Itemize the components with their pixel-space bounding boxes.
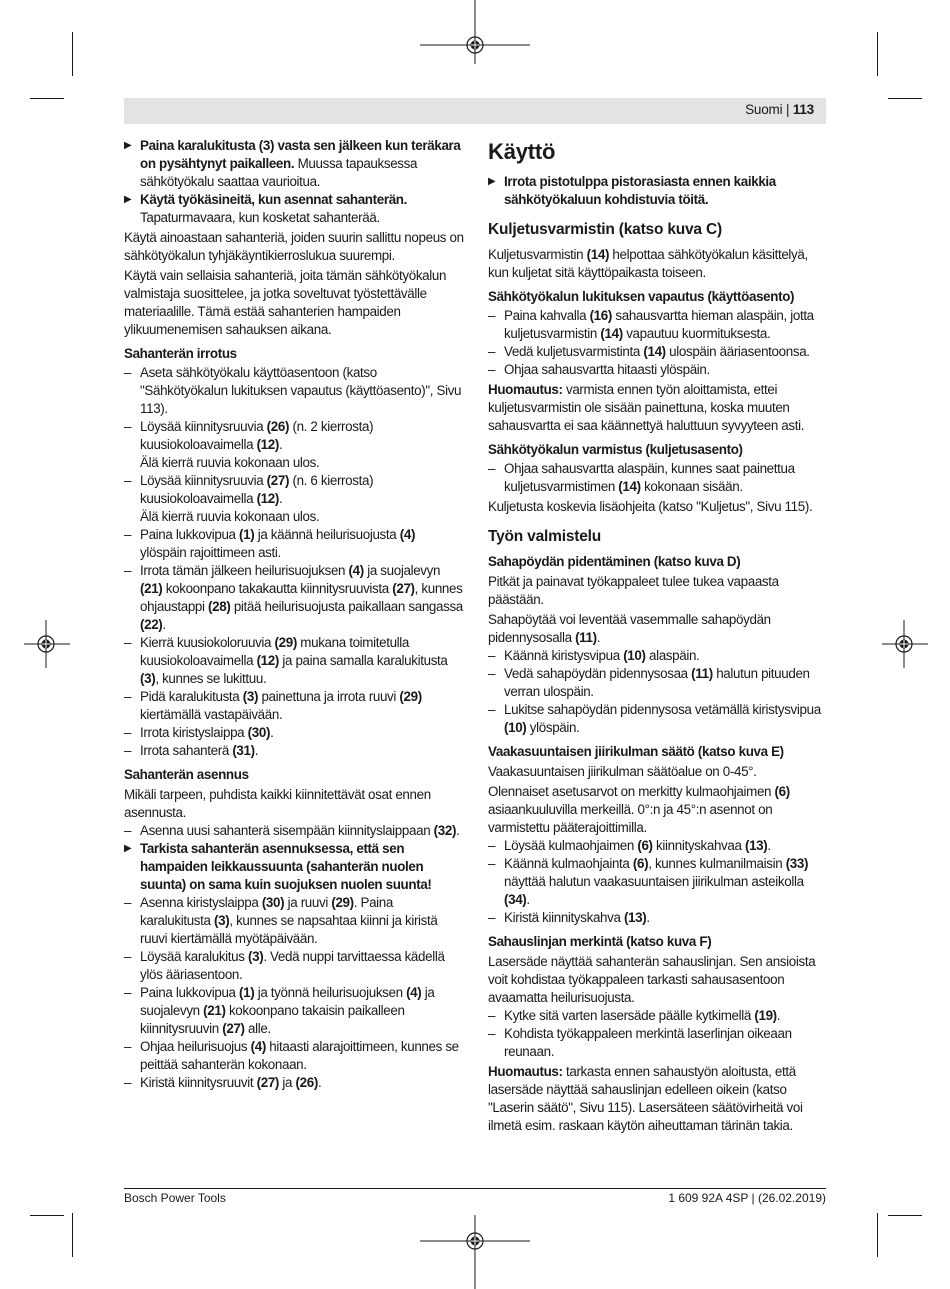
subheading: Sähkötyökalun lukituksen vapautus (käyttöasento): [488, 289, 795, 304]
registration-mark-top: [420, 0, 530, 90]
list-item: – Irrota sahanterä (31).: [124, 742, 464, 760]
paragraph: Pitkät ja painavat työkappaleet tulee tukea vapaasta päästään.: [488, 574, 779, 607]
list-item: – Irrota kiristyslaippa (30).: [124, 724, 464, 742]
paragraph: Olennaiset asetusarvot on merkitty kulmaohjaimen (6) asiaankuuluvilla merkeillä. 0°:n ja 45°:n asennot on varmistettu pääterajoittimilla.: [488, 784, 790, 835]
warning-item: ▶ Tarkista sahanterän asennuksessa, että sen hampaiden leikkaussuunta (sahanterän nuolen suunta) on sama kuin suojuksen nuolen suunta!: [124, 840, 464, 894]
warning-item: ▶ Irrota pistotulppa pistorasiasta ennen kaikkia sähkötyökaluun kohdistuvia töitä.: [488, 173, 826, 209]
crop-mark: [72, 1213, 73, 1257]
header-language: Suomi: [745, 102, 783, 117]
subheading: Vaakasuuntaisen jiirikulman säätö (katso kuva E): [488, 744, 784, 759]
crop-mark: [30, 1215, 64, 1216]
paragraph: Huomautus: tarkasta ennen sahaustyön aloitusta, että lasersäde näyttää sahauslinjan edelleen oikein (katso "Laserin säätö", Sivu 115). Lasersäteen säätövirheitä voi ilmetä esim. raskaan käytön aiheuttaman tärinän takia.: [488, 1064, 803, 1133]
paragraph: Lasersäde näyttää sahanterän sahauslinjan. Sen ansioista voit kohdistaa työkappaleen tarkasti sahausasentoon avaamatta heilurisuojusta.: [488, 954, 816, 1005]
paragraph: Huomautus: varmista ennen työn aloittamista, ettei kuljetusvarmistin ole sisään painettuna, koska muuten sahausvartta ei saa käännettyä haluttuun syvyyteen asti.: [488, 382, 805, 433]
list-item: – Asenna uusi sahanterä sisempään kiinnityslaippaan (32).: [124, 822, 464, 840]
crop-mark: [877, 32, 878, 76]
section-heading: Kuljetusvarmistin (katso kuva C): [488, 221, 722, 238]
list-item: – Käännä kulmaohjainta (6), kunnes kulmanilmaisin (33) näyttää halutun vaakasuuntaisen jiirikulman asteikolla (34).: [488, 855, 826, 909]
section-heading: Työn valmistelu: [488, 528, 601, 545]
list-item: – Ohjaa sahausvartta hitaasti ylöspäin.: [488, 361, 826, 379]
crop-mark: [72, 32, 73, 76]
subheading: Sahanterän irrotus: [124, 346, 237, 361]
list-item: – Löysää kiinnitysruuvia (27) (n. 6 kierrosta) kuusiokoloavaimella (12). Älä kierrä ruuvia kokonaan ulos.: [124, 472, 464, 526]
list-item: – Irrota tämän jälkeen heilurisuojuksen (4) ja suojalevyn (21) kokoonpano takakautta kiinnitysruuvista (27), kunnes ohjaustappi (28) pitää heilurisuojusta paikallaan sangassa (22).: [124, 562, 464, 634]
list-item: – Asenna kiristyslaippa (30) ja ruuvi (29). Paina karalukitusta (3), kunnes se napsahtaa kiinni ja kiristä ruuvi kiertämällä myötäpäivään.: [124, 894, 464, 948]
footer-rule: [124, 1188, 826, 1189]
subheading: Sahanterän asennus: [124, 767, 249, 782]
list-item: – Löysää karalukitus (3). Vedä nuppi tarvittaessa kädellä ylös ääriasentoon.: [124, 948, 464, 984]
list-item: – Löysää kiinnitysruuvia (26) (n. 2 kierrosta) kuusiokoloavaimella (12). Älä kierrä ruuvia kokonaan ulos.: [124, 418, 464, 472]
list-item: – Kiristä kiinnityskahva (13).: [488, 909, 826, 927]
page-header: [124, 98, 826, 124]
list-item: – Kiristä kiinnitysruuvit (27) ja (26).: [124, 1074, 464, 1092]
crop-mark: [877, 1213, 878, 1257]
header-text: Suomi | 113: [745, 102, 814, 117]
list-item: – Vedä sahapöydän pidennysosaa (11) halutun pituuden verran ulospäin.: [488, 665, 826, 701]
left-column: [124, 137, 464, 1092]
paragraph: Vaakasuuntaisen jiirikulman säätöalue on 0-45°.: [488, 764, 757, 779]
list-item: – Kohdista työkappaleen merkintä laserlinjan oikeaan reunaan.: [488, 1025, 826, 1061]
list-item: – Käännä kiristysvipua (10) alaspäin.: [488, 647, 826, 665]
paragraph: Käytä ainoastaan sahanteriä, joiden suurin sallittu nopeus on sähkötyökalun tyhjäkäyntikierroslukua suurempi.: [124, 230, 464, 263]
list-item: – Paina lukkovipua (1) ja työnnä heilurisuojuksen (4) ja suojalevyn (21) kokoonpano takaisin paikalleen kiinnitysruuvin (27) alle.: [124, 984, 464, 1038]
list-item: – Lukitse sahapöydän pidennysosa vetämällä kiristysvipua (10) ylöspäin.: [488, 701, 826, 737]
footer-doc-id: 1 609 92A 4SP | (26.02.2019): [668, 1191, 826, 1205]
list-item: – Vedä kuljetusvarmistinta (14) ulospäin ääriasentoonsa.: [488, 343, 826, 361]
list-item: – Pidä karalukitusta (3) painettuna ja irrota ruuvi (29) kiertämällä vastapäivään.: [124, 688, 464, 724]
registration-mark-left: [24, 620, 70, 668]
right-column: [488, 137, 826, 1135]
subheading: Sähkötyökalun varmistus (kuljetusasento): [488, 442, 743, 457]
list-item: – Ohjaa heilurisuojus (4) hitaasti alarajoittimeen, kunnes se peittää sahanterän kokonaan.: [124, 1038, 464, 1074]
section-title: Käyttö: [488, 139, 556, 164]
paragraph: Käytä vain sellaisia sahanteriä, joita tämän sähkötyökalun valmistaja suosittelee, ja jotka soveltuvat työstettävälle materiaalille. Tämä estää sahanterien hampaiden ylikuumenemisen sahauksen aikana.: [124, 268, 447, 337]
paragraph: Kuljetusta koskevia lisäohjeita (katso "Kuljetus", Sivu 115).: [488, 499, 813, 514]
crop-mark: [888, 1215, 922, 1216]
registration-mark-bottom: [420, 1215, 530, 1289]
list-item: – Löysää kulmaohjaimen (6) kiinnityskahvaa (13).: [488, 837, 826, 855]
paragraph: Sahapöytää voi leventää vasemmalle sahapöydän pidennysosalla (11).: [488, 612, 771, 645]
paragraph: Kuljetusvarmistin (14) helpottaa sähkötyökalun käsittelyä, kun kuljetat sitä käyttöpaikasta toiseen.: [488, 247, 808, 280]
list-item: – Kierrä kuusiokoloruuvia (29) mukana toimitetulla kuusiokoloavaimella (12) ja paina samalla karalukitusta (3), kunnes se lukittuu.: [124, 634, 464, 688]
crop-mark: [30, 98, 64, 99]
subheading: Sahapöydän pidentäminen (katso kuva D): [488, 554, 741, 569]
list-item: – Paina kahvalla (16) sahausvartta hieman alaspäin, jotta kuljetusvarmistin (14) vapautuu kuormituksesta.: [488, 307, 826, 343]
subheading: Sahauslinjan merkintä (katso kuva F): [488, 934, 712, 949]
footer-publisher: Bosch Power Tools: [124, 1191, 226, 1205]
warning-item: ▶ Käytä työkäsineitä, kun asennat sahanterän. Tapaturmavaara, kun kosketat sahanterää.: [124, 191, 464, 227]
list-item: – Paina lukkovipua (1) ja käännä heilurisuojusta (4) ylöspäin rajoittimeen asti.: [124, 526, 464, 562]
list-item: – Kytke sitä varten lasersäde päälle kytkimellä (19).: [488, 1007, 826, 1025]
registration-mark-right: [882, 620, 928, 668]
list-item: – Aseta sähkötyökalu käyttöasentoon (katso "Sähkötyökalun lukituksen vapautus (käyttöasento)", Sivu 113).: [124, 364, 464, 418]
paragraph: Mikäli tarpeen, puhdista kaikki kiinnitettävät osat ennen asennusta.: [124, 787, 431, 820]
crop-mark: [888, 98, 922, 99]
list-item: – Ohjaa sahausvartta alaspäin, kunnes saat painettua kuljetusvarmistimen (14) kokonaan sisään.: [488, 460, 826, 496]
page-number: 113: [792, 102, 814, 117]
warning-item: ▶ Paina karalukitusta (3) vasta sen jälkeen kun teräkara on pysähtynyt paikalleen. Muussa tapauksessa sähkötyökalu saattaa vaurioitua.: [124, 137, 464, 191]
